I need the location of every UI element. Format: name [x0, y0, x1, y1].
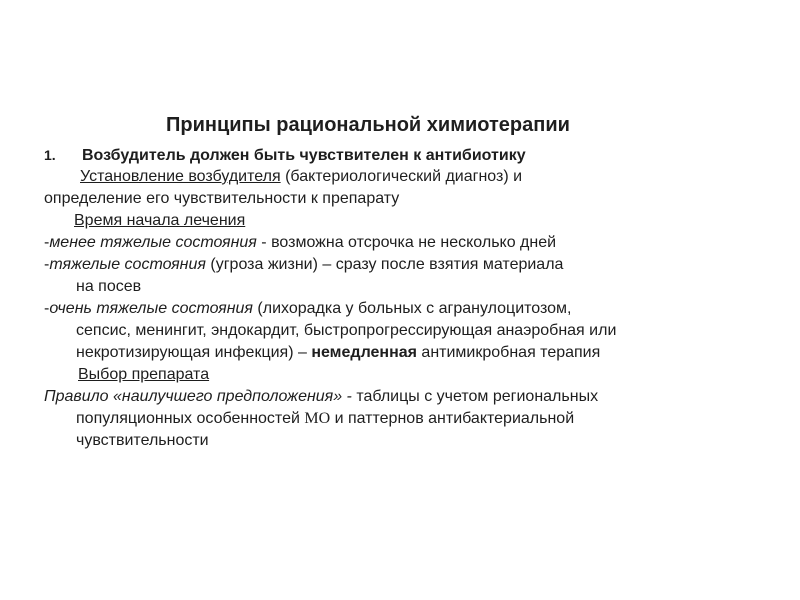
rule-label: Правило «наилучшего предположения» -	[44, 388, 352, 405]
very-severe-line-1	[44, 298, 764, 320]
rule-text: таблицы с учетом региональных	[351, 388, 599, 405]
very-severe-text: (лихорадка у больных с агранулоцитозом,	[252, 300, 572, 317]
choice-heading: Выбор препарата	[78, 366, 210, 383]
less-severe-label: менее тяжелые состояния	[49, 234, 257, 251]
identification-heading: Установление возбудителя	[80, 168, 281, 185]
mo-abbreviation: МО	[304, 410, 331, 427]
severe-line-2: на посев	[76, 278, 142, 295]
very-severe-label: очень тяжелые состояния	[49, 300, 253, 317]
rule-line-2	[44, 408, 764, 430]
rule-line-1	[44, 386, 764, 408]
list-number: 1.	[44, 147, 56, 163]
immediate-emphasis: немедленная	[311, 344, 417, 361]
less-severe-line	[44, 232, 764, 254]
rule-line-2-end: и паттернов антибактериальной	[330, 410, 575, 427]
very-severe-line-3-start: некротизирующая инфекция) –	[76, 344, 312, 361]
severe-text: (угроза жизни) – сразу после взятия материала	[205, 256, 564, 273]
dash: -	[44, 234, 50, 251]
identification-rest: (бактериологический диагноз) и	[280, 168, 523, 185]
less-severe-text: - возможна отсрочка не несколько дней	[256, 234, 557, 251]
dash: -	[44, 256, 50, 273]
severe-line-1	[44, 254, 764, 276]
timing-heading: Время начала лечения	[74, 212, 246, 229]
identification-line-1	[44, 166, 764, 188]
very-severe-line-3-end: антимикробная терапия	[416, 344, 601, 361]
very-severe-line-3	[44, 342, 764, 364]
principle-1	[44, 144, 764, 166]
slide-body	[44, 144, 764, 452]
severe-label: тяжелые состояния	[49, 256, 206, 273]
choice-heading-line	[44, 364, 764, 386]
rule-line-2-start: популяционных особенностей	[76, 410, 305, 427]
timing-heading-line	[44, 210, 764, 232]
identification-line-2: определение его чувствительности к препарату	[44, 190, 400, 207]
principle-1-text: Возбудитель должен быть чувствителен к антибиотику	[82, 147, 526, 164]
dash: -	[44, 300, 50, 317]
rule-line-3: чувствительности	[76, 432, 209, 449]
slide-title: Принципы рациональной химиотерапии	[166, 114, 570, 136]
very-severe-line-2: сепсис, менингит, эндокардит, быстропрогрессирующая анаэробная или	[76, 322, 617, 339]
